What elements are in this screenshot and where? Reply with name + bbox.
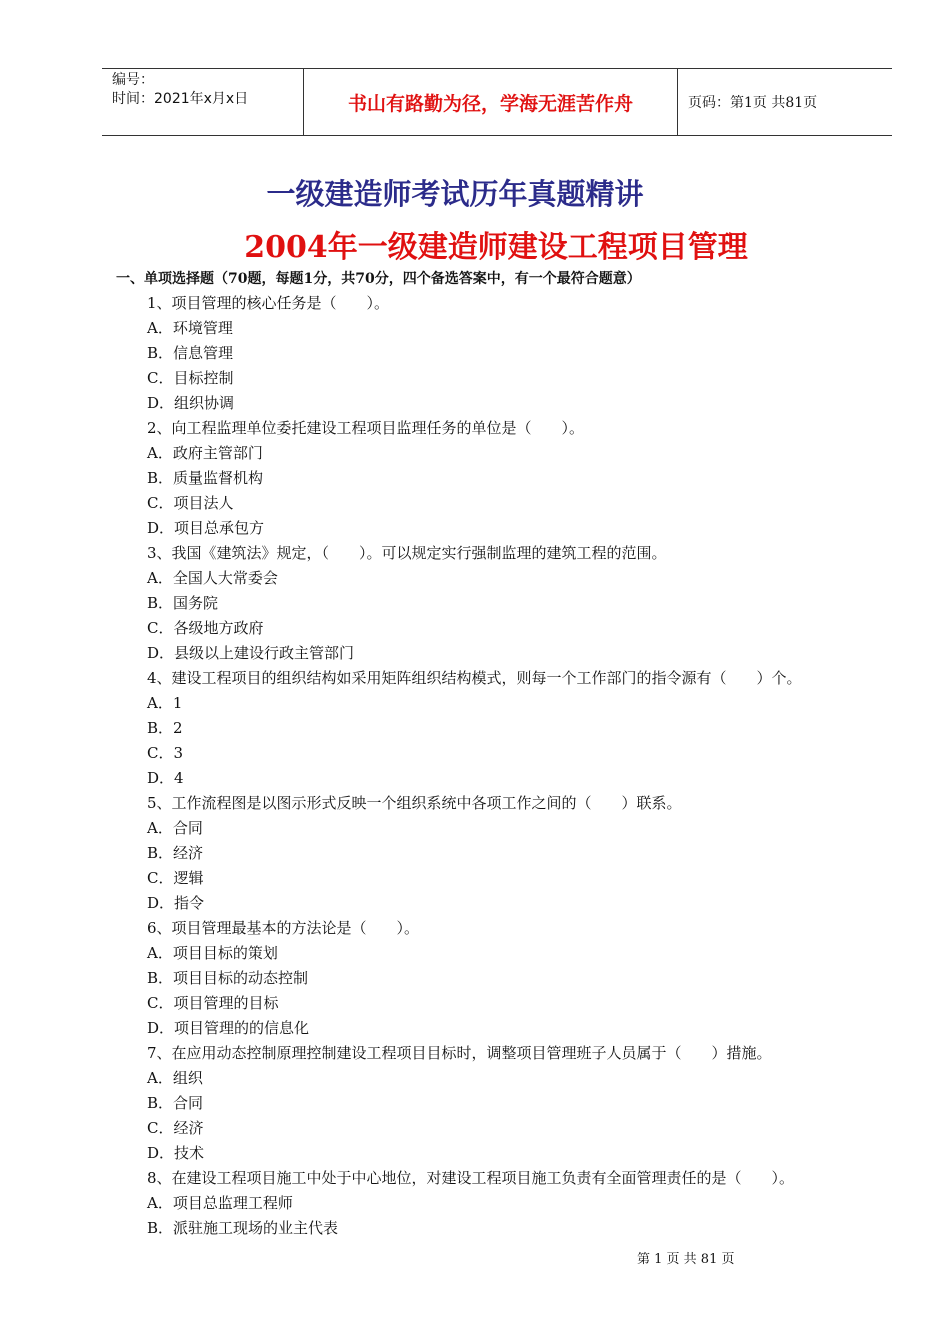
- question-stem: 3、我国《建筑法》规定，（ ）。可以规定实行强制监理的建筑工程的范围。: [147, 544, 667, 562]
- header-meta-cell: [102, 69, 304, 135]
- answer-option: A．政府主管部门: [147, 444, 263, 462]
- answer-option: D．指令: [147, 894, 205, 912]
- answer-option: A．1: [147, 694, 183, 712]
- answer-option: C．项目管理的目标: [147, 994, 279, 1012]
- question-stem: 8、在建设工程项目施工中处于中心地位，对建设工程项目施工负责有全面管理责任的是（ ）。: [147, 1169, 795, 1187]
- answer-option: A．组织: [147, 1069, 203, 1087]
- answer-option: D．项目管理的的信息化: [147, 1019, 310, 1037]
- document-subtitle: 2004年一级建造师建设工程项目管理: [244, 230, 748, 265]
- question-list: [147, 291, 907, 1241]
- page-info-text: 页码：第1页 共81页: [688, 95, 818, 111]
- answer-option: A．项目总监理工程师: [147, 1194, 293, 1212]
- motto-cell: [304, 69, 678, 135]
- motto-text: 书山有路勤为径，学海无涯苦作舟: [347, 92, 633, 115]
- answer-option: B．经济: [147, 844, 204, 862]
- answer-option: D．县级以上建设行政主管部门: [147, 644, 355, 662]
- question-stem: 2、向工程监理单位委托建设工程项目监理任务的单位是（ ）。: [147, 419, 585, 437]
- answer-option: C．目标控制: [147, 369, 234, 387]
- question-stem: 6、项目管理最基本的方法论是（ ）。: [147, 919, 420, 937]
- date-label: 时间：2021年x月x日: [112, 91, 249, 107]
- question-stem: 1、项目管理的核心任务是（ ）。: [147, 294, 390, 312]
- answer-option: C．3: [147, 744, 184, 762]
- answer-option: B．派驻施工现场的业主代表: [147, 1219, 339, 1237]
- answer-option: C．项目法人: [147, 494, 234, 512]
- answer-option: A．环境管理: [147, 319, 233, 337]
- answer-option: A．全国人大常委会: [147, 569, 278, 587]
- answer-option: B．合同: [147, 1094, 204, 1112]
- document-title: 一级建造师考试历年真题精讲: [266, 177, 644, 211]
- answer-option: B．2: [147, 719, 183, 737]
- answer-option: D．组织协调: [147, 394, 235, 412]
- question-stem: 5、工作流程图是以图示形式反映一个组织系统中各项工作之间的（ ）联系。: [147, 794, 682, 812]
- serial-number-label: 编号：: [112, 72, 154, 88]
- answer-option: C．逻辑: [147, 869, 204, 887]
- answer-option: B．国务院: [147, 594, 219, 612]
- answer-option: C．经济: [147, 1119, 204, 1137]
- section-heading: 一、单项选择题（70题，每题1分，共70分，四个备选答案中，有一个最符合题意）: [116, 271, 641, 287]
- answer-option: C．各级地方政府: [147, 619, 264, 637]
- question-stem: 4、建设工程项目的组织结构如采用矩阵组织结构模式，则每一个工作部门的指令源有（ ）个。: [147, 669, 802, 687]
- question-stem: 7、在应用动态控制原理控制建设工程项目目标时，调整项目管理班子人员属于（ ）措施。: [147, 1044, 772, 1062]
- page-info-cell: [678, 69, 892, 135]
- document-header-table: [102, 68, 892, 136]
- answer-option: A．合同: [147, 819, 203, 837]
- answer-option: A．项目目标的策划: [147, 944, 278, 962]
- answer-option: D．项目总承包方: [147, 519, 265, 537]
- answer-option: B．项目目标的动态控制: [147, 969, 309, 987]
- answer-option: D．技术: [147, 1144, 205, 1162]
- answer-option: D．4: [147, 769, 184, 787]
- answer-option: B．质量监督机构: [147, 469, 264, 487]
- answer-option: B．信息管理: [147, 344, 234, 362]
- page-footer: 第 1 页 共 81 页: [637, 1252, 735, 1267]
